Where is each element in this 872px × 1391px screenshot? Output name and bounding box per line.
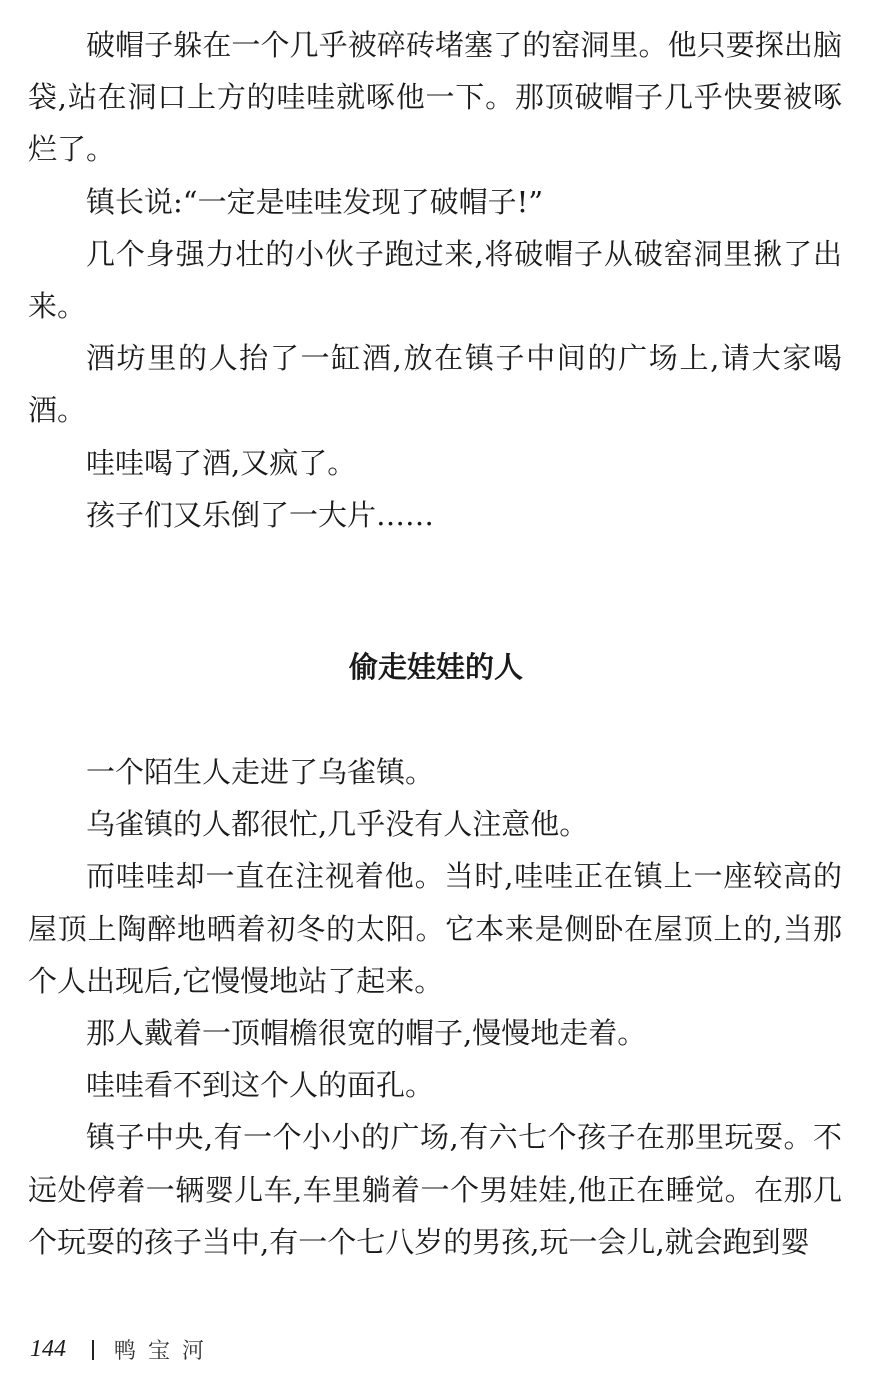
paragraph: 镇子中央,有一个小小的广场,有六七个孩子在那里玩耍。不远处停着一辆婴儿车,车里躺着一个男娃娃,他正在睡觉。在那几个玩耍的孩子当中,有一个七八岁的男孩,玩一会儿,就会跑到婴 [28,1120,842,1259]
paragraph: 哇哇喝了酒,又疯了。 [86,445,357,480]
section-2-body [28,746,842,1268]
paragraph: 酒坊里的人抬了一缸酒,放在镇子中间的广场上,请大家喝酒。 [28,341,842,428]
paragraph: 几个身强力壮的小伙子跑过来,将破帽子从破窑洞里揪了出来。 [28,236,842,324]
book-title: 鸭宝河 [114,1339,217,1364]
page-footer [30,1334,216,1365]
paragraph: 孩子们又乐倒了一大片…… [86,497,435,532]
paragraph: 镇长说:“一定是哇哇发现了破帽子!” [86,184,544,219]
paragraph: 哇哇看不到这个人的面孔。 [86,1068,435,1103]
page-number: 144 [30,1336,66,1362]
paragraph: 破帽子躲在一个几乎被碎砖堵塞了的窑洞里。他只要探出脑袋,站在洞口上方的哇哇就啄他一下。那顶破帽子几乎快要被啄烂了。 [28,28,842,167]
chapter-title: 偷走娃娃的人 [348,650,523,684]
paragraph: 那人戴着一顶帽檐很宽的帽子,慢慢地走着。 [86,1016,647,1051]
paragraph: 而哇哇却一直在注视着他。当时,哇哇正在镇上一座较高的屋顶上陶醉地晒着初冬的太阳。它本来是侧卧在屋顶上的,当那个人出现后,它慢慢地站了起来。 [28,859,842,998]
section-1-body [28,19,842,541]
paragraph: 乌雀镇的人都很忙,几乎没有人注意他。 [86,807,589,842]
footer-divider [92,1340,94,1360]
paragraph: 一个陌生人走进了乌雀镇。 [86,755,435,789]
